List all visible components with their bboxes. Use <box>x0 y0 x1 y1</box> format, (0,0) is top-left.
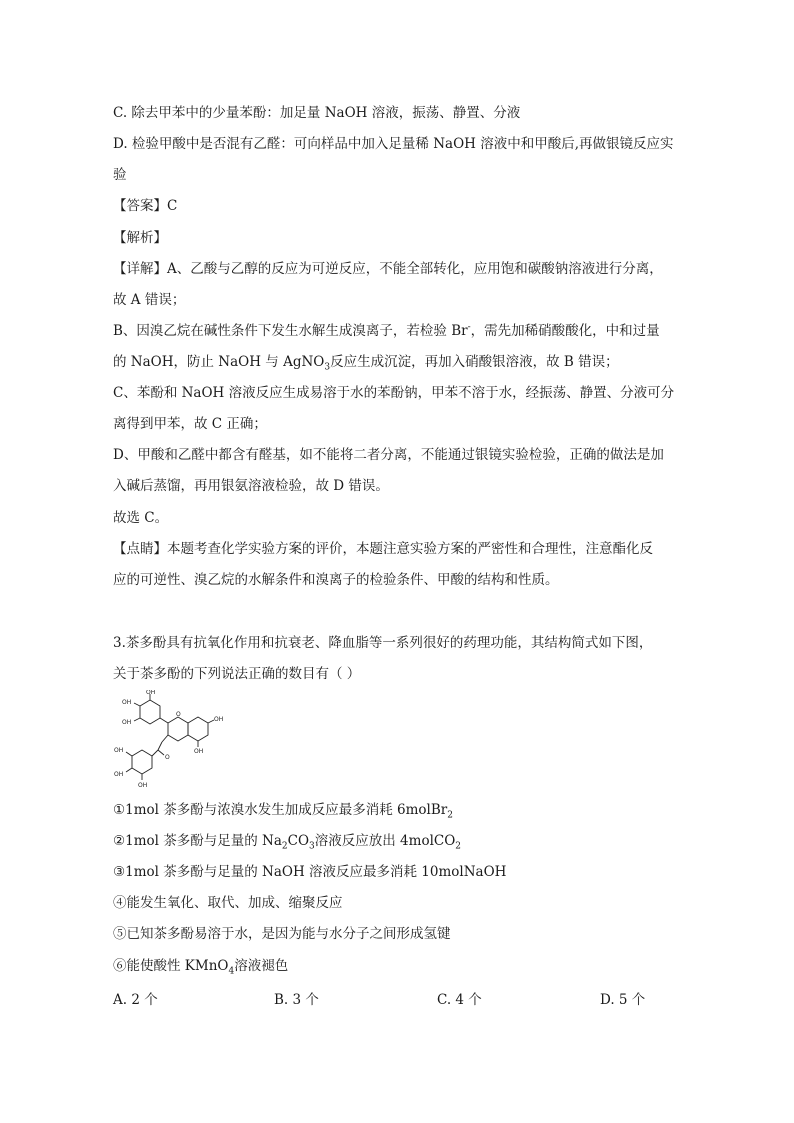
detail-b-line1-part2: ，需先加稀硝酸酸化，中和过量 <box>470 323 660 339</box>
option-b: B. 3 个 <box>274 992 319 1008</box>
statement-6-part1: ⑥能使酸性 KMnO <box>113 958 229 974</box>
statement-1-sub: 2 <box>447 810 453 821</box>
q3-stem-line2: 关于茶多酚的下列说法正确的数目有（ ） <box>113 666 361 682</box>
statement-2-part1: ②1mol 茶多酚与足量的 Na <box>113 833 282 849</box>
a-ring <box>188 717 208 741</box>
statement-3: ③1mol 茶多酚与足量的 NaOH 溶液反应最多消耗 10molNaOH <box>113 864 507 880</box>
pyran-ring <box>168 717 188 741</box>
bottom-ring <box>132 750 152 774</box>
statement-6 <box>113 957 288 975</box>
top-ring <box>140 700 160 724</box>
detail-a-line2: 故 A 错误； <box>113 292 186 308</box>
tea-polyphenol-structure <box>112 690 227 788</box>
statement-2-part2: CO <box>287 833 310 849</box>
detail-a-line1: 【详解】A、乙酸与乙醇的反应为可逆反应，不能全部转化，应用饱和碳酸钠溶液进行分离， <box>113 261 663 277</box>
statement-6-sub: 4 <box>228 966 235 977</box>
answer-options <box>113 988 673 1006</box>
detail-c-line2: 离得到甲苯，故 C 正确； <box>113 416 267 432</box>
statement-4: ④能发生氧化、取代、加成、缩聚反应 <box>113 895 343 911</box>
oh-label-mid-left: OH <box>122 719 132 726</box>
statement-1 <box>113 801 453 819</box>
detail-b-line1 <box>113 322 660 340</box>
detail-c-line1: C、苯酚和 NaOH 溶液反应生成易溶于水的苯酚钠，甲苯不溶于水，经振荡、静置、分液可分 <box>113 385 675 401</box>
statement-2 <box>113 832 461 850</box>
statement-1-text: ①1mol 茶多酚与浓溴水发生加成反应最多消耗 6molBr <box>113 802 448 818</box>
answer: 【答案】C <box>113 198 178 214</box>
statement-5: ⑤已知茶多酚易溶于水，是因为能与水分子之间形成氢键 <box>113 926 451 942</box>
statement-6-part2: 溶液褪色 <box>234 958 289 974</box>
option-c-choice: C. 4 个 <box>437 992 482 1008</box>
detail-b-line1-part1: B、因溴乙烷在碱性条件下发生水解生成溴离子，若检验 Br <box>113 323 468 339</box>
option-d-line2: 验 <box>113 167 127 183</box>
detail-d-line1: D、甲酸和乙醛中都含有醛基，如不能将二者分离，不能通过银镜实验检验，正确的做法是加 <box>113 447 664 463</box>
detail-b-line2-part1: 的 NaOH，防止 NaOH 与 AgNO <box>113 354 325 370</box>
agno3-subscript: 3 <box>324 362 331 373</box>
option-a: A. 2 个 <box>113 992 158 1008</box>
q3-stem-line1: 3.茶多酚具有抗氧化作用和抗衰老、降血脂等一系列很好的药理功能，其结构简式如下图， <box>113 635 653 651</box>
detail-d-line2: 入碱后蒸馏，再用银氨溶液检验，故 D 错误。 <box>113 478 389 494</box>
oh-label-bottom-left-2: OH <box>114 771 124 778</box>
oh-label-bottom-left-1: OH <box>114 747 124 754</box>
comment-line1: 【点睛】本题考查化学实验方案的评价，本题注意实验方案的严密性和合理性，注意酯化反 <box>113 541 653 557</box>
comment-line2: 应的可逆性、溴乙烷的水解条件和溴离子的检验条件、甲酸的结构和性质。 <box>113 572 559 588</box>
oh-label-top: OH <box>146 690 156 696</box>
oh-label-right: OH <box>214 716 224 723</box>
detail-b-line2 <box>113 353 619 371</box>
oh-label-top-left: OH <box>122 699 132 706</box>
analysis-heading: 【解析】 <box>113 230 167 246</box>
option-d-choice: D. 5 个 <box>600 992 646 1008</box>
conclusion: 故选 C。 <box>113 510 169 526</box>
statement-2-sub2: 3 <box>309 841 315 852</box>
o-label-ring: O <box>176 711 181 718</box>
option-c: C. 除去甲苯中的少量苯酚：加足量 NaOH 溶液，振荡、静置、分液 <box>113 105 521 121</box>
statement-2-sub1: 2 <box>281 841 288 852</box>
option-d-line1: D. 检验甲酸中是否混有乙醛：可向样品中加入足量稀 NaOH 溶液中和甲酸后,再做银镜反应实 <box>113 136 674 152</box>
bromide-charge: - <box>467 322 471 333</box>
oh-label-bottom: OH <box>138 782 148 788</box>
o-label-carbonyl: O <box>165 754 170 761</box>
statement-2-part3: 溶液反应放出 4molCO <box>314 833 456 849</box>
oh-label-bottom-right: OH <box>194 748 204 755</box>
statement-2-sub3: 2 <box>455 841 462 852</box>
detail-b-line2-part2: 反应生成沉淀，再加入硝酸银溶液，故 B 错误； <box>330 354 619 370</box>
